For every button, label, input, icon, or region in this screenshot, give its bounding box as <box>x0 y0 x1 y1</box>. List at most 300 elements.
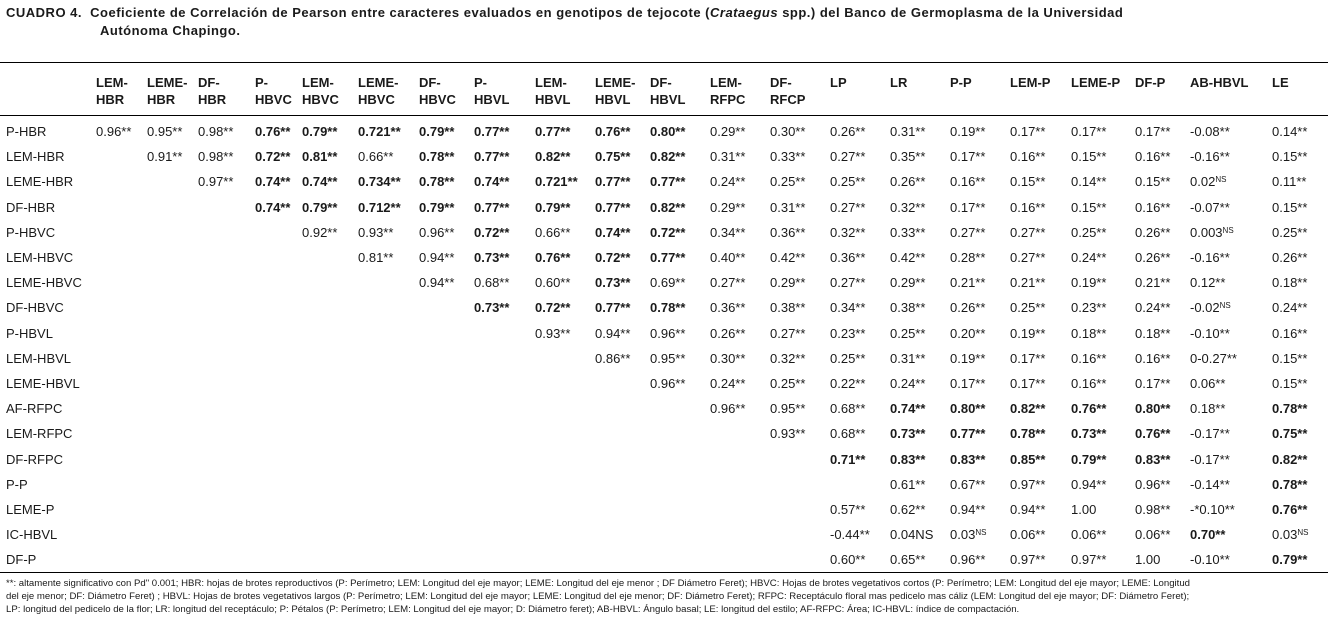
table-cell: 0.21** <box>1135 275 1171 291</box>
table-cell: 0.81** <box>302 149 338 165</box>
table-cell: 0.72** <box>650 224 686 240</box>
table-cell: 0.16** <box>1010 199 1046 215</box>
table-cell: 0.79** <box>1272 552 1308 568</box>
table-cell: 0.73** <box>1071 426 1107 442</box>
column-header <box>302 74 339 108</box>
table-cell: $-0.02^{NS}$ <box>1190 300 1231 316</box>
row-label: P-HBVC <box>6 224 56 240</box>
row-label: LEME-P <box>6 502 55 517</box>
table-cell: -0.17** <box>1190 426 1230 442</box>
top-rule <box>0 62 1328 63</box>
table-cell: 0.74** <box>474 174 510 190</box>
table-cell: 0.11** <box>1272 174 1307 190</box>
table-cell: 0.15** <box>1071 149 1107 165</box>
table-cell: 0.66** <box>358 149 394 165</box>
table-cell: 0.23** <box>1071 300 1107 316</box>
table-cell: 0.26** <box>950 300 986 316</box>
table-cell: 0.24** <box>710 376 746 391</box>
table-cell: 0.32** <box>770 350 806 366</box>
table-cell: 0.78** <box>1272 401 1308 417</box>
table-cell: 0.17** <box>1010 376 1046 391</box>
table-cell: 0.27** <box>710 275 746 291</box>
table-cell: 0.22** <box>830 376 866 391</box>
table-cell: 0.71** <box>830 451 866 467</box>
table-cell: 0.16** <box>1071 376 1107 391</box>
table-cell: 0.82** <box>650 149 686 165</box>
table-cell: 0.25** <box>830 174 866 190</box>
table-cell: 0.83** <box>1135 451 1171 467</box>
table-cell: $0.03^{NS}$ <box>950 527 987 543</box>
table-cell: 0.38** <box>890 300 926 316</box>
table-cell: 0.77** <box>595 174 631 190</box>
column-header <box>1135 74 1165 91</box>
caption-text-end: spp.) del Banco de Germoplasma de la Universidad <box>778 5 1124 20</box>
table-cell: -0.44** <box>830 527 870 543</box>
table-cell: 0.96** <box>710 401 746 417</box>
table-cell: 0.73** <box>474 250 510 265</box>
table-cell: 0.74** <box>302 174 338 190</box>
row-label: IC-HBVL <box>6 527 58 543</box>
table-cell: 0.23** <box>830 325 866 341</box>
table-cell: 0.26** <box>1135 250 1171 265</box>
table-cell: 0.26** <box>1272 250 1308 265</box>
table-cell: 0.78** <box>1010 426 1046 442</box>
column-header <box>890 74 907 91</box>
table-cell: -0.17** <box>1190 451 1230 467</box>
row-label: LEME-HBVC <box>6 275 82 291</box>
column-header-top: DF- <box>419 75 441 90</box>
table-cell: 0.21** <box>950 275 986 291</box>
table-cell: 0.80** <box>1135 401 1171 417</box>
table-cell: 0.74** <box>890 401 926 417</box>
table-cell: 0.16** <box>1010 149 1046 165</box>
table-cell: 0.27** <box>950 224 986 240</box>
header-rule <box>0 115 1328 116</box>
table-cell: 0.19** <box>1071 275 1107 291</box>
column-header-bottom: HBVL <box>535 92 571 107</box>
table-cell: 0.04NS <box>890 527 934 543</box>
table-cell: 0.93** <box>358 224 394 240</box>
column-header <box>96 74 128 108</box>
row-label: AF-RFPC <box>6 401 63 417</box>
column-header <box>710 74 745 108</box>
column-header <box>474 74 509 108</box>
table-cell: 0.14** <box>1071 174 1107 190</box>
table-cell: 0.68** <box>830 426 866 442</box>
column-header-top: DF- <box>650 75 672 90</box>
significance-mark: NS <box>1297 528 1309 538</box>
row-label: LEM-HBR <box>6 149 65 165</box>
table-cell: 0.98** <box>198 149 234 165</box>
table-cell: 0.77** <box>650 250 686 265</box>
table-cell: 0.94** <box>595 325 631 341</box>
column-header-bottom: RFPC <box>710 92 746 107</box>
column-header-top: LR <box>890 75 908 90</box>
column-header <box>595 74 635 108</box>
table-cell: 0.20** <box>950 325 986 341</box>
table-cell: 0.94** <box>1010 502 1046 517</box>
column-header-bottom: RFCP <box>770 92 806 107</box>
table-cell: 0.72** <box>595 250 631 265</box>
table-cell: $0.02^{NS}$ <box>1190 174 1227 190</box>
column-header <box>1010 74 1050 91</box>
table-cell: 0.18** <box>1135 325 1171 341</box>
table-cell: 0.18** <box>1071 325 1107 341</box>
table-cell: 0.80** <box>650 124 686 139</box>
table-cell: 0.79** <box>535 199 571 215</box>
row-label: DF-P <box>6 552 37 568</box>
table-cell: 0.12** <box>1190 275 1226 291</box>
table-cell: 0.77** <box>650 174 686 190</box>
table-cell: 0.94** <box>950 502 986 517</box>
table-cell: 0.27** <box>770 325 806 341</box>
column-header-top: LEM- <box>302 75 334 90</box>
table-cell: 0.76** <box>595 124 631 139</box>
table-cell: 0.27** <box>830 199 866 215</box>
table-cell: 0.29** <box>890 275 926 291</box>
column-header <box>1272 74 1289 91</box>
column-header <box>198 74 226 108</box>
table-cell: 0.96** <box>650 325 686 341</box>
table-cell: 0.15** <box>1272 149 1308 165</box>
table-cell: 0.95** <box>147 124 183 139</box>
table-cell: 0.77** <box>535 124 571 139</box>
column-header-bottom: HBVC <box>419 92 456 107</box>
table-cell: 0.65** <box>890 552 926 568</box>
table-cell: 0.36** <box>710 300 746 316</box>
table-cell: 0.26** <box>830 124 866 139</box>
table-cell: 0.77** <box>595 199 631 215</box>
table-cell: 0.96** <box>650 376 686 391</box>
table-cell: 0.94** <box>419 275 455 291</box>
table-cell: 0.734** <box>358 174 401 190</box>
table-cell: 0.93** <box>535 325 571 341</box>
table-cell: 0.72** <box>474 224 510 240</box>
table-cell: 0.17** <box>1010 124 1046 139</box>
table-cell: 0.18** <box>1272 275 1308 291</box>
table-cell: 0.15** <box>1135 174 1171 190</box>
table-cell: 0.83** <box>950 451 986 467</box>
row-label: P-P <box>6 476 28 492</box>
table-cell: 0.29** <box>770 275 806 291</box>
column-header <box>950 74 972 91</box>
table-cell: 0.17** <box>950 199 986 215</box>
table-cell: 0.33** <box>890 224 926 240</box>
table-cell: 0.94** <box>1071 476 1107 492</box>
table-cell: -0.16** <box>1190 149 1230 165</box>
table-cell: 0.25** <box>1071 224 1107 240</box>
table-cell: 0.76** <box>1272 502 1308 517</box>
table-cell: 0.97** <box>1010 552 1046 568</box>
table-cell: 1.00 <box>1135 552 1161 568</box>
table-cell: 0.32** <box>830 224 866 240</box>
table-cell: 0.27** <box>830 275 866 291</box>
table-cell: 0-0.27** <box>1190 350 1237 366</box>
table-cell: 0.25** <box>1272 224 1308 240</box>
table-cell: 0.75** <box>595 149 631 165</box>
column-header-top: LEM- <box>96 75 128 90</box>
column-header <box>770 74 805 108</box>
table-cell: 0.17** <box>1135 376 1171 391</box>
column-header <box>535 74 570 108</box>
table-cell: 0.73** <box>474 300 510 316</box>
table-cell: 0.77** <box>950 426 986 442</box>
table-cell: 0.76** <box>1135 426 1171 442</box>
column-header-bottom: HBR <box>96 92 125 107</box>
table-cell: 0.24** <box>1135 300 1171 316</box>
table-cell: 0.17** <box>1071 124 1107 139</box>
table-cell: 0.74** <box>595 224 631 240</box>
column-header-top: DF-P <box>1135 75 1166 90</box>
column-header <box>147 74 187 108</box>
row-label: P-HBR <box>6 124 47 139</box>
significance-mark: NS <box>975 528 987 538</box>
table-cell: 0.76** <box>535 250 571 265</box>
table-cell: 0.24** <box>710 174 746 190</box>
table-cell: 0.25** <box>770 174 806 190</box>
table-cell: 0.83** <box>890 451 926 467</box>
table-cell: 0.79** <box>302 124 338 139</box>
table-cell: 0.26** <box>890 174 926 190</box>
table-cell: 0.42** <box>890 250 926 265</box>
table-cell: 0.15** <box>1272 376 1308 391</box>
table-cell: 0.17** <box>1135 124 1171 139</box>
footnote <box>6 577 1324 616</box>
table-cell: 0.29** <box>710 124 746 139</box>
table-cell: 0.68** <box>830 401 866 417</box>
table-cell: -0.10** <box>1190 552 1230 568</box>
row-label: LEME-HBR <box>6 174 74 190</box>
column-header <box>1071 74 1120 91</box>
table-cell: 0.721** <box>535 174 578 190</box>
caption-label: CUADRO 4. <box>6 5 83 20</box>
table-cell: 0.68** <box>474 275 510 291</box>
table-cell: 0.17** <box>1010 350 1046 366</box>
table-cell: 0.67** <box>950 476 986 492</box>
table-cell: 0.79** <box>302 199 338 215</box>
table-cell: 0.77** <box>474 199 510 215</box>
table-cell: 0.98** <box>198 124 234 139</box>
table-cell: 0.18** <box>1190 401 1226 417</box>
table-cell: 0.79** <box>419 199 455 215</box>
table-cell: 0.721** <box>358 124 401 139</box>
column-header-top: LEME- <box>147 75 188 90</box>
table-cell: 0.27** <box>830 149 866 165</box>
caption-line2: Autónoma Chapingo. <box>100 23 241 38</box>
table-cell: 0.76** <box>255 124 291 139</box>
row-label: LEM-RFPC <box>6 426 73 442</box>
table-cell: -0.10** <box>1190 325 1230 341</box>
row-label: DF-HBVC <box>6 300 64 316</box>
table-cell: 0.40** <box>710 250 746 265</box>
table-cell: 0.26** <box>1135 224 1171 240</box>
table-cell: 0.30** <box>770 124 806 139</box>
table-cell: 0.712** <box>358 199 401 215</box>
table-cell: 0.76** <box>1071 401 1107 417</box>
table-cell: 0.96** <box>96 124 132 139</box>
column-header-bottom: HBVC <box>358 92 395 107</box>
table-cell: 0.15** <box>1071 199 1107 215</box>
column-header-top: AB-HBVL <box>1190 75 1249 90</box>
column-header-top: DF- <box>198 75 220 90</box>
table-cell: 0.77** <box>595 300 631 316</box>
table-cell: 0.31** <box>890 350 926 366</box>
table-cell: 0.66** <box>535 224 571 240</box>
table-cell: 0.61** <box>890 476 926 492</box>
footnote-line: LP: longitud del pedicelo de la flor; LR: longitud del receptáculo; P: Pétalos (P: Perímetro; LEM: Longitud del eje mayor; D: Diámetro feret); AB-HBVL: Ángulo basal; LE: longitud del estilo; AF-RFPC: Área; IC-HBVL: índice de compactación. <box>6 604 1020 615</box>
column-header-top: LEME- <box>358 75 399 90</box>
table-cell: 0.31** <box>890 124 926 139</box>
column-header-top: P-P <box>950 75 972 90</box>
table-cell: 0.33** <box>770 149 806 165</box>
column-header <box>419 74 456 108</box>
table-cell: 0.15** <box>1272 350 1308 366</box>
table-cell: 0.60** <box>830 552 866 568</box>
table-cell: 0.15** <box>1010 174 1046 190</box>
table-cell: 0.14** <box>1272 124 1308 139</box>
table-cell: 0.06** <box>1190 376 1226 391</box>
table-cell: 0.78** <box>1272 476 1308 492</box>
table-cell: 0.27** <box>1010 224 1046 240</box>
table-cell: 0.16** <box>950 174 986 190</box>
column-header-top: P- <box>474 75 487 90</box>
table-cell: $0.003^{NS}$ <box>1190 224 1234 240</box>
table-cell: 0.24** <box>890 376 926 391</box>
table-cell: 0.82** <box>650 199 686 215</box>
table-cell: 0.25** <box>890 325 926 341</box>
table-cell: 0.31** <box>710 149 746 165</box>
table-cell: 0.97** <box>198 174 234 190</box>
column-header-bottom: HBVL <box>650 92 686 107</box>
table-cell: 0.62** <box>890 502 926 517</box>
table-cell: 0.94** <box>419 250 455 265</box>
table-cell: 0.95** <box>650 350 686 366</box>
table-cell: -*0.10** <box>1190 502 1235 517</box>
table-cell: 0.82** <box>535 149 571 165</box>
table-cell: 0.69** <box>650 275 686 291</box>
column-header <box>1190 74 1249 91</box>
table-cell: 0.96** <box>1135 476 1171 492</box>
column-header-bottom: HBR <box>198 92 227 107</box>
significance-mark: NS <box>1219 301 1231 311</box>
column-header <box>358 74 398 108</box>
table-cell: 0.25** <box>770 376 806 391</box>
table-cell: 0.72** <box>255 149 291 165</box>
table-cell: 0.73** <box>595 275 631 291</box>
column-header-top: LEM-P <box>1010 75 1051 90</box>
table-cell: 0.92** <box>302 224 338 240</box>
column-header-top: LEME- <box>595 75 636 90</box>
table-cell: 0.74** <box>255 199 291 215</box>
table-cell: 0.06** <box>1071 527 1107 543</box>
table-cell: 0.16** <box>1135 350 1171 366</box>
table-cell: 0.19** <box>1010 325 1046 341</box>
column-header <box>650 74 685 108</box>
footnote-line: **: altamente significativo con Pd" 0.001; HBR: hojas de brotes reproductivos (P: Perímetro; LEM: Longitud del eje mayor; LEME: Longitud del eje menor ; DF Diámetro Feret); HBVC: Hojas de brotes vegetativos cortos (P: Perímetro; LEM: Longitud del eje mayor; LEME: Longitud <box>6 578 1191 589</box>
table-cell: 0.19** <box>950 350 986 366</box>
table-cell: 0.16** <box>1135 199 1171 215</box>
table-cell: 0.91** <box>147 149 183 165</box>
row-label: LEM-HBVL <box>6 350 72 366</box>
table-cell: 0.96** <box>950 552 986 568</box>
table-cell: 0.31** <box>770 199 806 215</box>
row-label: DF-HBR <box>6 199 56 215</box>
table-cell: 0.32** <box>890 199 926 215</box>
column-header-top: LEME-P <box>1071 75 1121 90</box>
table-cell: 0.24** <box>1272 300 1308 316</box>
table-cell: 0.27** <box>1010 250 1046 265</box>
column-header-top: LE <box>1272 75 1289 90</box>
table-cell: 0.86** <box>595 350 631 366</box>
column-header-bottom: HBVL <box>474 92 510 107</box>
table-cell: 0.79** <box>1071 451 1107 467</box>
caption-text: Coeficiente de Correlación de Pearson entre caracteres evaluados en genotipos de tejocote ( <box>90 5 710 20</box>
row-label: LEM-HBVC <box>6 250 74 265</box>
table-cell: 0.16** <box>1071 350 1107 366</box>
column-header-top: LEM- <box>535 75 567 90</box>
table-cell: 0.78** <box>650 300 686 316</box>
table-cell: 0.93** <box>770 426 806 442</box>
table-cell: 0.36** <box>830 250 866 265</box>
table-cell: 0.70** <box>1190 527 1226 543</box>
table-cell: 0.81** <box>358 250 394 265</box>
table-cell: 0.17** <box>950 149 986 165</box>
table-cell: 0.77** <box>474 124 510 139</box>
table-cell: 0.80** <box>950 401 986 417</box>
column-header-top: LP <box>830 75 847 90</box>
table-cell: 0.78** <box>419 149 455 165</box>
table-cell: 0.98** <box>1135 502 1171 517</box>
table-cell: -0.14** <box>1190 476 1230 492</box>
column-header-bottom: HBVC <box>255 92 292 107</box>
table-cell: 0.15** <box>1272 199 1308 215</box>
table-cell: 0.21** <box>1010 275 1046 291</box>
column-header-top: LEM- <box>710 75 742 90</box>
table-caption <box>6 4 1322 40</box>
table-cell: 0.25** <box>1010 300 1046 316</box>
table-cell: 0.34** <box>830 300 866 316</box>
column-header-top: DF- <box>770 75 792 90</box>
table-cell: 0.82** <box>1010 401 1046 417</box>
column-header-top: P- <box>255 75 268 90</box>
table-cell: 0.78** <box>419 174 455 190</box>
table-cell: 0.29** <box>710 199 746 215</box>
table-cell: 0.19** <box>950 124 986 139</box>
table-cell: 0.16** <box>1272 325 1308 341</box>
table-cell: 0.79** <box>419 124 455 139</box>
table-cell: -0.07** <box>1190 199 1230 215</box>
table-cell: 0.95** <box>770 401 806 417</box>
table-cell: 0.24** <box>1071 250 1107 265</box>
table-cell: 0.97** <box>1071 552 1107 568</box>
significance-mark: NS <box>1222 225 1234 235</box>
table-cell: 0.34** <box>710 224 746 240</box>
footnote-line: del eje menor; DF: Diámetro Feret) ; HBVL: Hojas de brotes vegetativos largos (P: Perímetro; LEM: Longitud del eje mayor; LEME: Longitud del eje menor; DF: Diámetro Feret); RFPC: Receptáculo floral mas pedicelo mas cáliz (LEM: Longitud del eje mayor; DF: Diámetro Feret); <box>6 591 1190 602</box>
table-cell: 0.82** <box>1272 451 1308 467</box>
table-cell: 0.57** <box>830 502 866 517</box>
table-cell: 0.06** <box>1010 527 1046 543</box>
table-cell: 0.28** <box>950 250 986 265</box>
table-cell: 0.36** <box>770 224 806 240</box>
table-cell: 0.97** <box>1010 476 1046 492</box>
table-cell: 0.42** <box>770 250 806 265</box>
significance-mark: NS <box>1215 175 1227 185</box>
column-header <box>255 74 292 108</box>
table-cell: 0.16** <box>1135 149 1171 165</box>
row-label: LEME-HBVL <box>6 376 80 391</box>
caption-italic: Crataegus <box>710 5 779 20</box>
table-cell: 0.30** <box>710 350 746 366</box>
